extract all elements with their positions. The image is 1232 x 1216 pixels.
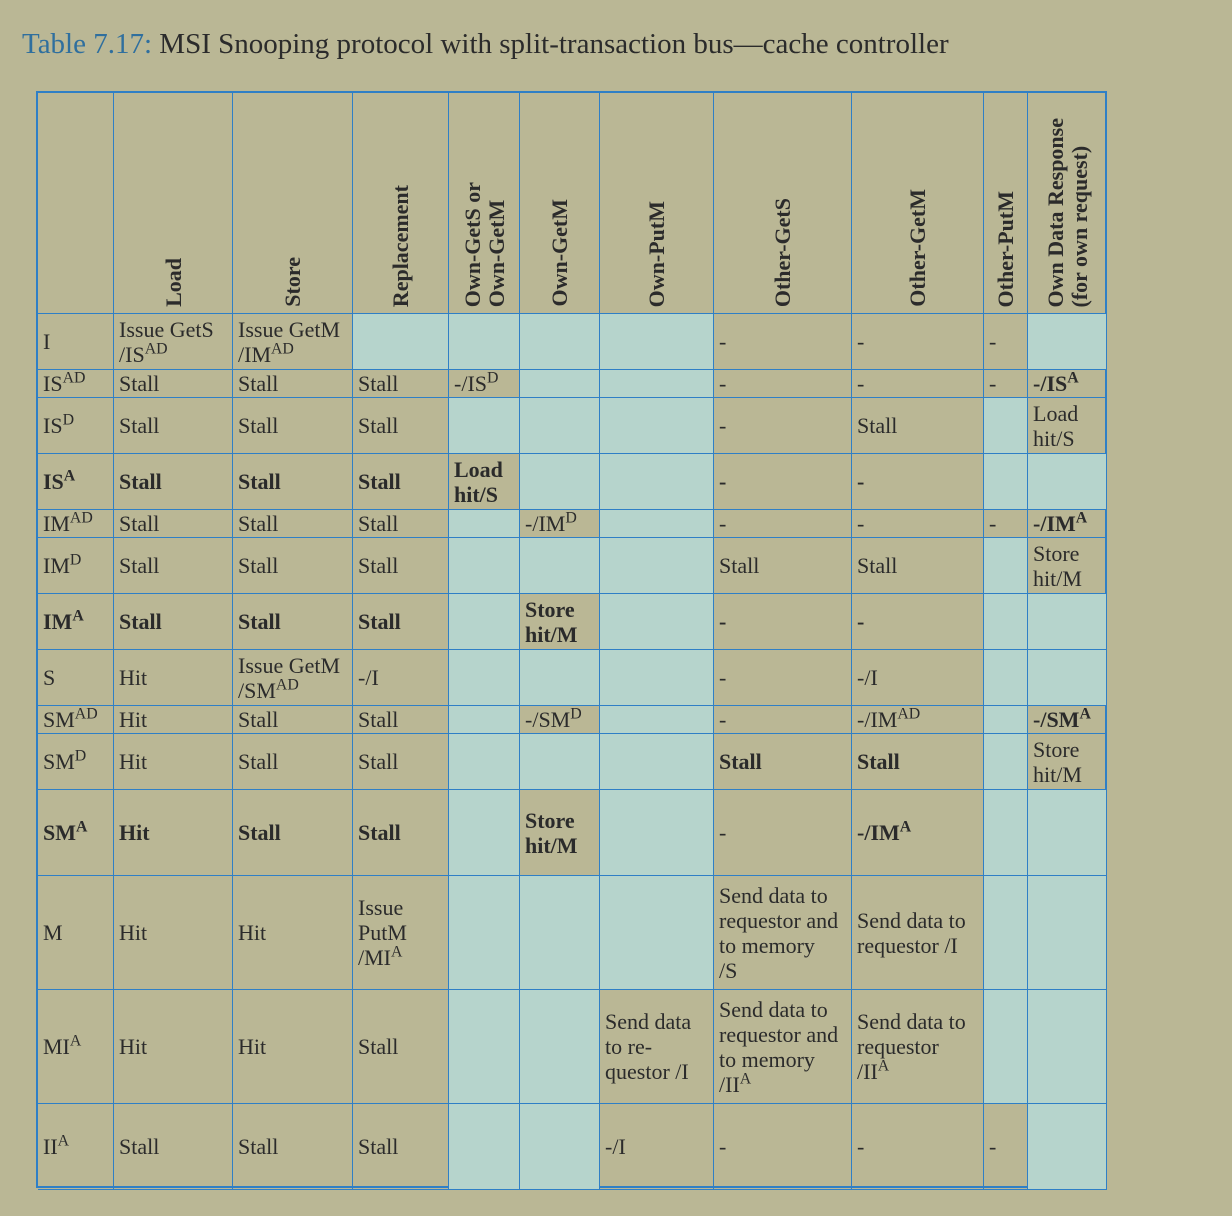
cell-text: -/I [605,1134,626,1159]
table-cell-own-data-response [1028,790,1107,876]
table-cell-other-getm [852,1104,984,1190]
table-cell-other-getm [852,314,984,370]
cell-text: Stall [857,553,898,578]
cell-text: Hit [119,820,150,845]
table-cell-own-data-response [1028,1104,1107,1190]
cell-text: $IM^A$ [43,607,84,634]
table-cell-own-putm [600,1104,714,1190]
table-cell-other-getm [852,876,984,990]
table-cell-store [233,706,353,734]
cell-text: $-/IS^A$ [1033,370,1079,396]
cell-text: - [719,511,727,536]
table-cell-load [114,510,233,538]
table-cell-other-putm [984,314,1028,370]
table-cell-replacement [353,734,449,790]
cell-text: Load hit/S [1033,400,1079,451]
table-cell-replacement [353,790,449,876]
cell-text: Hit [119,665,148,690]
column-header-label: Replacement [388,184,413,307]
table-cell-own-getm [520,1104,600,1190]
table-cell-store [233,454,353,510]
column-header-load [114,93,233,314]
row-state-cell [38,1104,114,1190]
caption-title: MSI Snooping protocol with split-transaction bus—cache controller [159,28,949,60]
table-cell-other-getm [852,734,984,790]
table-cell-own-putm [600,370,714,398]
table-cell-own-getm [520,790,600,876]
table-cell-own-getm [520,510,600,538]
table-cell-other-gets [714,650,852,706]
table-cell-other-putm [984,510,1028,538]
cell-text: Stall [358,609,401,634]
cell-text: Send data to requestor and to memory $/II^A$ [719,996,839,1097]
column-header-label: Load [160,258,186,307]
table-cell-replacement [353,990,449,1104]
cell-text: - [989,371,997,396]
cell-text: $-/SM^A$ [1033,706,1091,732]
table-cell-own-gets-or-own-getm [449,1104,520,1190]
cell-text: Stall [719,553,760,578]
table-cell-replacement [353,510,449,538]
cell-text: Stall [119,1134,160,1159]
table-cell-other-putm [984,538,1028,594]
table-cell-store [233,734,353,790]
table-cell-replacement [353,650,449,706]
column-header-label: Own-GetS or Own-GetM [459,181,509,307]
cell-text: $-/IM^A$ [1033,510,1088,536]
cell-text: $-/SM^D$ [525,706,582,732]
table-cell-own-putm [600,538,714,594]
cell-text: Store hit/M [525,807,578,858]
cell-text: Stall [358,1034,399,1059]
table-cell-replacement [353,398,449,454]
cell-text: $-/IM^{AD}$ [857,706,921,732]
cell-text: - [719,371,727,396]
table-caption [22,26,949,62]
table-cell-replacement [353,594,449,650]
table-cell-other-putm [984,594,1028,650]
row-state-cell [38,538,114,594]
table-cell-own-putm [600,706,714,734]
table-cell-own-gets-or-own-getm [449,650,520,706]
table-cell-own-gets-or-own-getm [449,990,520,1104]
table-cell-other-putm [984,990,1028,1104]
cell-text: Stall [358,469,401,494]
table-cell-own-putm [600,990,714,1104]
table-cell-own-putm [600,594,714,650]
cell-text: Send data to requestor $/II^A$ [857,1009,966,1084]
column-header-label: Other-GetM [905,189,930,307]
table-cell-other-getm [852,990,984,1104]
column-header-label: Own-GetM [547,199,572,307]
cell-text: Issue GetS $/IS^{AD}$ [119,316,214,367]
cell-text: Stall [238,1134,279,1159]
cell-text: -/I [857,665,878,690]
table-cell-other-putm [984,1104,1028,1190]
cell-text: - [719,820,727,845]
cell-text: Stall [119,469,162,494]
table-cell-other-putm [984,650,1028,706]
cell-text: Stall [358,553,399,578]
table-cell-replacement [353,876,449,990]
table-cell-own-data-response [1028,314,1107,370]
cell-text: Stall [238,413,279,438]
cell-text: - [989,511,997,536]
table-cell-own-getm [520,734,600,790]
cell-text: Stall [238,469,281,494]
cell-text: - [719,413,727,438]
cell-text: Hit [119,1034,148,1059]
table-cell-other-getm [852,650,984,706]
cell-text: - [719,665,727,690]
cell-text: Load hit/S [454,456,503,507]
table-cell-other-getm [852,790,984,876]
cell-text: - [989,329,997,354]
cell-text: Stall [358,371,399,396]
table-cell-other-putm [984,876,1028,990]
table-cell-own-putm [600,314,714,370]
table-cell-load [114,790,233,876]
cell-text: - [857,371,865,396]
cell-text: Stall [358,820,401,845]
table-cell-own-gets-or-own-getm [449,314,520,370]
table-cell-store [233,510,353,538]
cell-text: Stall [238,553,279,578]
table-cell-load [114,454,233,510]
cell-text: Issue PutM $/MI^A$ [358,895,407,970]
table-cell-own-gets-or-own-getm [449,706,520,734]
table-cell-own-data-response [1028,706,1107,734]
table-cell-replacement [353,370,449,398]
table-cell-own-data-response [1028,594,1107,650]
table-cell-other-putm [984,790,1028,876]
table-cell-own-gets-or-own-getm [449,398,520,454]
table-cell-own-data-response [1028,370,1107,398]
table-cell-replacement [353,454,449,510]
table-cell-other-putm [984,454,1028,510]
row-state-cell [38,454,114,510]
cell-text: Stall [857,749,900,774]
row-state-cell [38,594,114,650]
table-cell-store [233,876,353,990]
row-state-cell [38,510,114,538]
cell-text: S [43,665,56,690]
column-header-replacement [353,93,449,314]
cell-text: $IM^D$ [43,551,82,578]
cell-text: - [719,707,727,732]
cell-text: Stall [238,609,281,634]
cell-text: Store hit/M [1033,736,1082,787]
table-cell-replacement [353,706,449,734]
table-cell-own-getm [520,314,600,370]
table-cell-other-getm [852,538,984,594]
cell-text: - [719,609,727,634]
column-header-other-getm [852,93,984,314]
column-header-other-gets [714,93,852,314]
table-cell-own-gets-or-own-getm [449,594,520,650]
cell-text: Stall [358,413,399,438]
table-cell-own-gets-or-own-getm [449,454,520,510]
table-cell-other-getm [852,510,984,538]
cell-text: $-/IS^D$ [454,370,499,396]
table-cell-load [114,876,233,990]
cell-text: $SM^{AD}$ [43,706,98,732]
cell-text: Send data to re- questor /I [605,1009,692,1084]
cell-text: Stall [238,820,281,845]
table-cell-other-getm [852,370,984,398]
table-cell-load [114,706,233,734]
cell-text: $IS^A$ [43,467,76,494]
column-header-state [38,93,114,314]
table-cell-own-data-response [1028,398,1107,454]
table-cell-other-getm [852,594,984,650]
cell-text: Stall [358,1134,399,1159]
table-cell-other-gets [714,510,852,538]
table-cell-own-data-response [1028,538,1107,594]
cell-text: - [719,1134,727,1159]
table-cell-load [114,370,233,398]
cell-text: - [719,469,727,494]
table-cell-store [233,790,353,876]
caption-label: Table 7.17: [22,28,153,60]
table-cell-replacement [353,314,449,370]
table-cell-own-getm [520,876,600,990]
cell-text: Stall [238,707,279,732]
table-cell-load [114,398,233,454]
table-cell-load [114,990,233,1104]
table-cell-own-gets-or-own-getm [449,510,520,538]
cell-text: $SM^D$ [43,747,87,774]
cell-text: Issue GetM $/IM^{AD}$ [238,316,341,367]
cell-text: - [857,1134,865,1159]
cell-text: $-/IM^D$ [525,510,577,536]
table-cell-other-gets [714,706,852,734]
table-cell-own-getm [520,706,600,734]
table-cell-other-gets [714,790,852,876]
table-cell-other-gets [714,1104,852,1190]
column-header-store [233,93,353,314]
table-cell-store [233,1104,353,1190]
table-cell-other-gets [714,454,852,510]
table-cell-own-putm [600,454,714,510]
row-state-cell [38,370,114,398]
table-cell-store [233,650,353,706]
table-cell-other-putm [984,398,1028,454]
table-cell-other-getm [852,706,984,734]
table-cell-own-gets-or-own-getm [449,734,520,790]
protocol-table [36,91,1107,1188]
cell-text: Hit [238,1034,267,1059]
cell-text: Hit [119,920,148,945]
cell-text: Stall [238,371,279,396]
table-cell-other-gets [714,734,852,790]
table-cell-store [233,398,353,454]
column-header-label: Other-GetS [770,197,795,307]
table-cell-own-putm [600,876,714,990]
table-cell-other-gets [714,876,852,990]
table-cell-load [114,594,233,650]
table-cell-own-putm [600,398,714,454]
row-state-cell [38,650,114,706]
table-cell-other-getm [852,398,984,454]
table-cell-own-getm [520,650,600,706]
column-header-own-putm [600,93,714,314]
column-header-own-gets-or-own-getm [449,93,520,314]
table-cell-replacement [353,538,449,594]
row-state-cell [38,398,114,454]
cell-text: Stall [119,511,160,536]
cell-text: $IS^{AD}$ [43,370,86,396]
column-header-label: Store [280,257,305,307]
table-cell-own-gets-or-own-getm [449,876,520,990]
table-cell-own-putm [600,650,714,706]
cell-text: Stall [358,749,399,774]
table-cell-own-getm [520,454,600,510]
table-cell-own-gets-or-own-getm [449,538,520,594]
table-cell-other-gets [714,594,852,650]
table-cell-own-getm [520,370,600,398]
table-cell-own-gets-or-own-getm [449,790,520,876]
table-cell-other-gets [714,990,852,1104]
cell-text: $MI^A$ [43,1032,82,1059]
cell-text: -/I [358,665,379,690]
table-cell-own-data-response [1028,510,1107,538]
cell-text: Issue GetM $/SM^{AD}$ [238,652,341,703]
table-cell-own-putm [600,790,714,876]
cell-text: Store hit/M [1033,540,1082,591]
table-cell-load [114,314,233,370]
cell-text: M [43,920,63,945]
cell-text: Hit [119,749,148,774]
table-cell-store [233,990,353,1104]
table-cell-other-gets [714,538,852,594]
table-cell-own-data-response [1028,876,1107,990]
table-cell-own-gets-or-own-getm [449,370,520,398]
cell-text: Stall [358,707,399,732]
cell-text: - [857,609,865,634]
table-cell-store [233,314,353,370]
table-cell-store [233,538,353,594]
cell-text: Stall [119,371,160,396]
table-cell-other-putm [984,706,1028,734]
table-cell-other-putm [984,734,1028,790]
column-header-own-getm [520,93,600,314]
table-cell-store [233,594,353,650]
cell-text: Stall [119,413,160,438]
cell-text: Stall [857,413,898,438]
row-state-cell [38,314,114,370]
cell-text: $IS^D$ [43,411,74,438]
column-header-other-putm [984,93,1028,314]
cell-text: Hit [238,920,267,945]
table-cell-load [114,734,233,790]
table-cell-other-gets [714,314,852,370]
cell-text: Stall [238,749,279,774]
row-state-cell [38,876,114,990]
table-cell-own-getm [520,594,600,650]
table-cell-other-gets [714,398,852,454]
table-cell-other-putm [984,370,1028,398]
cell-text: I [43,329,51,354]
table-cell-load [114,538,233,594]
cell-text: Stall [238,511,279,536]
cell-text: Stall [119,609,162,634]
cell-text: Send data to requestor /I [857,907,966,958]
cell-text: Store hit/M [525,596,578,647]
cell-text: Stall [119,553,160,578]
cell-text: $SM^A$ [43,818,88,845]
column-header-label: Own Data Response (for own request) [1042,117,1092,307]
table-cell-own-data-response [1028,734,1107,790]
table-cell-other-getm [852,454,984,510]
cell-text: $-/IM^A$ [857,818,912,845]
cell-text: - [857,511,865,536]
cell-text: - [857,469,865,494]
table-cell-load [114,1104,233,1190]
table-cell-own-getm [520,538,600,594]
table-cell-own-data-response [1028,990,1107,1104]
table-cell-own-getm [520,398,600,454]
cell-text: Stall [358,511,399,536]
table-cell-own-getm [520,990,600,1104]
table-cell-load [114,650,233,706]
cell-text: $IM^{AD}$ [43,510,93,536]
cell-text: Hit [119,707,148,732]
cell-text: $II^A$ [43,1132,70,1159]
row-state-cell [38,990,114,1104]
row-state-cell [38,706,114,734]
table-cell-store [233,370,353,398]
table-cell-other-gets [714,370,852,398]
cell-text: - [989,1134,997,1159]
table-cell-own-putm [600,510,714,538]
table-cell-own-data-response [1028,454,1107,510]
column-header-own-data-response [1028,93,1107,314]
table-cell-replacement [353,1104,449,1190]
cell-text: - [857,329,865,354]
row-state-cell [38,734,114,790]
column-header-label: Other-PutM [993,190,1018,307]
table-cell-own-putm [600,734,714,790]
cell-text: - [719,329,727,354]
column-header-label: Own-PutM [644,200,669,307]
cell-text: Send data to requestor and to memory /S [719,882,839,983]
cell-text: Stall [719,749,762,774]
row-state-cell [38,790,114,876]
table-cell-own-data-response [1028,650,1107,706]
